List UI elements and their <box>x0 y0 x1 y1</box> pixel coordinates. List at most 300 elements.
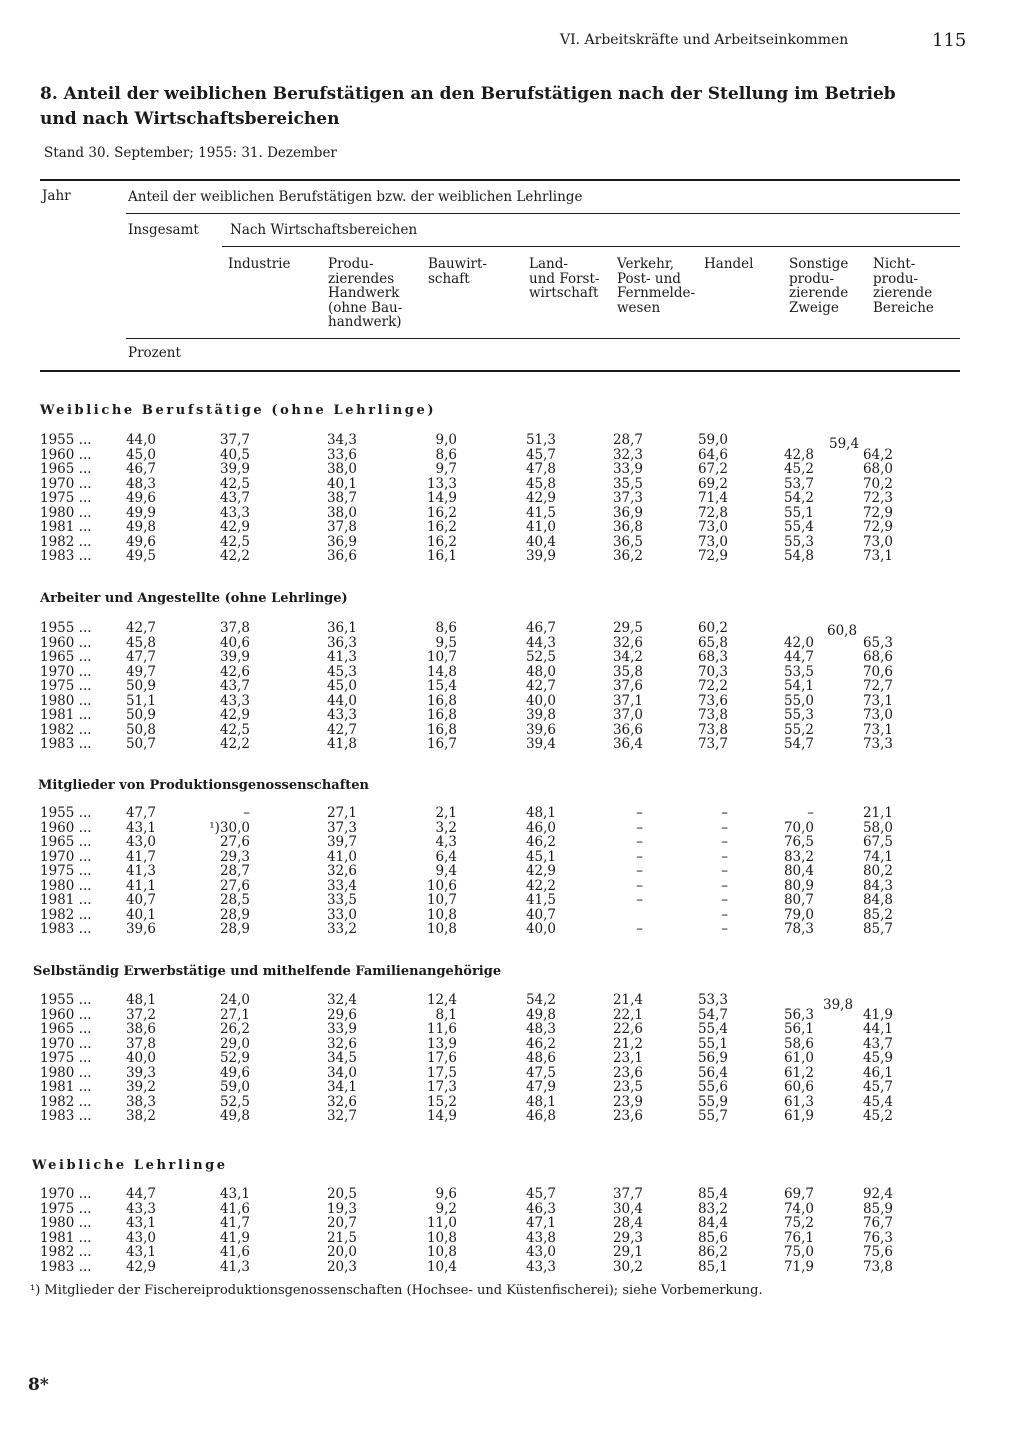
cell-industrie: – <box>243 805 250 821</box>
cell-industrie: 41,6 <box>219 1200 250 1217</box>
cell-handwerk: 34,0 <box>326 1064 357 1081</box>
cell-bauwirtschaft: 10,7 <box>426 649 457 665</box>
cell-land-forst: 46,7 <box>525 620 556 636</box>
cell-sonstige: – <box>807 805 814 821</box>
cell-verkehr: 32,6 <box>612 634 643 651</box>
cell-handwerk: 21,5 <box>326 1229 357 1246</box>
cell-insgesamt: 43,3 <box>125 1200 156 1217</box>
cell-verkehr: – <box>636 805 643 821</box>
cell-year: 1975 ... <box>40 490 92 506</box>
cell-land-forst: 47,1 <box>525 1215 556 1231</box>
cell-year: 1983 ... <box>40 1258 92 1275</box>
cell-year: 1983 ... <box>40 548 92 564</box>
cell-year: 1982 ... <box>40 721 92 738</box>
table-row <box>0 922 1024 937</box>
col-head-handel: Handel <box>704 256 754 272</box>
cell-sonstige: 56,3 <box>783 1006 814 1023</box>
cell-sonstige: 54,1 <box>783 678 814 694</box>
cell-industrie: 40,6 <box>219 634 250 651</box>
cell-bauwirtschaft: 2,1 <box>435 805 457 821</box>
cell-bauwirtschaft: 9,2 <box>435 1200 457 1217</box>
header-bottom-rule <box>40 370 960 372</box>
cell-industrie: 28,9 <box>219 906 250 923</box>
cell-verkehr: 23,6 <box>612 1108 643 1124</box>
cell-insgesamt: 40,7 <box>125 892 156 908</box>
cell-verkehr: 30,2 <box>612 1258 643 1275</box>
table-row <box>0 806 1024 821</box>
cell-land-forst: 42,2 <box>525 877 556 894</box>
cell-insgesamt: 50,9 <box>125 678 156 694</box>
cell-insgesamt: 43,0 <box>125 1229 156 1246</box>
cell-land-forst: 48,1 <box>525 1093 556 1110</box>
cell-sonstige: 70,0 <box>783 819 814 836</box>
table-title-line-2: und nach Wirtschaftsbereichen <box>40 109 340 129</box>
cell-bauwirtschaft: 17,5 <box>426 1064 457 1081</box>
cell-year: 1955 ... <box>40 432 92 448</box>
cell-year: 1981 ... <box>40 892 92 908</box>
cell-nicht-produzierend: 73,3 <box>862 736 893 752</box>
cell-insgesamt: 43,0 <box>125 834 156 850</box>
cell-handel: – <box>721 863 728 879</box>
cell-handel: 85,4 <box>697 1186 728 1202</box>
cell-handwerk: 45,0 <box>326 678 357 694</box>
col-head-unit: Prozent <box>128 345 181 361</box>
cell-industrie: 29,3 <box>219 848 250 865</box>
cell-insgesamt: 37,8 <box>125 1035 156 1052</box>
cell-sonstige: 78,3 <box>783 921 814 937</box>
cell-sonstige: 55,1 <box>783 504 814 521</box>
cell-insgesamt: 46,7 <box>125 461 156 477</box>
cell-insgesamt: 49,6 <box>125 490 156 506</box>
cell-handel: 83,2 <box>697 1200 728 1217</box>
cell-year: 1981 ... <box>40 519 92 535</box>
col-head-nach: Nach Wirtschaftsbereichen <box>230 222 418 238</box>
cell-verkehr: 33,9 <box>612 461 643 477</box>
header-rule-sectors <box>222 246 960 247</box>
cell-insgesamt: 43,1 <box>125 1244 156 1260</box>
cell-year: 1960 ... <box>40 446 92 463</box>
cell-industrie: 42,5 <box>219 475 250 492</box>
cell-handel: – <box>721 819 728 836</box>
table-subtitle: Stand 30. September; 1955: 31. Dezember <box>44 145 337 161</box>
cell-land-forst: 47,8 <box>525 461 556 477</box>
table-row <box>0 1080 1024 1095</box>
cell-nicht-produzierend: 85,7 <box>862 921 893 937</box>
cell-nicht-produzierend: 70,6 <box>862 663 893 680</box>
cell-handel: 71,4 <box>697 490 728 506</box>
cell-nicht-produzierend: 73,8 <box>862 1258 893 1275</box>
running-header: VI. Arbeitskräfte und Arbeitseinkommen <box>560 32 849 48</box>
table-row <box>0 1022 1024 1037</box>
cell-industrie: 28,7 <box>219 863 250 879</box>
cell-sonstige: 69,7 <box>783 1186 814 1202</box>
cell-industrie: 43,3 <box>219 504 250 521</box>
cell-handwerk: 34,1 <box>326 1079 357 1095</box>
table-row <box>0 549 1024 564</box>
cell-handel: 72,9 <box>697 548 728 564</box>
cell-handel: – <box>721 805 728 821</box>
cell-handel: 70,3 <box>697 663 728 680</box>
cell-handwerk: 39,7 <box>326 834 357 850</box>
cell-industrie: 43,3 <box>219 692 250 709</box>
cell-sonstige: 61,3 <box>783 1093 814 1110</box>
cell-sonstige: 80,7 <box>783 892 814 908</box>
cell-land-forst: 46,2 <box>525 834 556 850</box>
table-row <box>0 433 1024 448</box>
cell-land-forst: 39,9 <box>525 548 556 564</box>
cell-industrie: 39,9 <box>219 461 250 477</box>
cell-insgesamt: 40,1 <box>125 906 156 923</box>
cell-verkehr: – <box>636 892 643 908</box>
cell-sonstige: 44,7 <box>783 649 814 665</box>
cell-handel: 73,6 <box>697 692 728 709</box>
cell-insgesamt: 50,9 <box>125 707 156 723</box>
cell-year: 1975 ... <box>40 863 92 879</box>
cell-handwerk: 33,6 <box>326 446 357 463</box>
cell-sonstige: 79,0 <box>783 906 814 923</box>
cell-bauwirtschaft: 17,6 <box>426 1050 457 1066</box>
cell-land-forst: 52,5 <box>525 649 556 665</box>
cell-nicht-produzierend: 84,3 <box>862 877 893 894</box>
cell-year: 1955 ... <box>40 992 92 1008</box>
cell-year: 1965 ... <box>40 649 92 665</box>
cell-bauwirtschaft: 13,9 <box>426 1035 457 1052</box>
cell-insgesamt: 47,7 <box>125 805 156 821</box>
cell-handel: 85,6 <box>697 1229 728 1246</box>
cell-land-forst: 39,8 <box>525 707 556 723</box>
cell-handel: 67,2 <box>697 461 728 477</box>
cell-land-forst: 48,3 <box>525 1021 556 1037</box>
cell-verkehr: 36,6 <box>612 721 643 738</box>
table-title <box>40 82 896 132</box>
cell-sonstige: 42,0 <box>783 634 814 651</box>
cell-handwerk: 41,8 <box>326 736 357 752</box>
cell-sonstige: 55,2 <box>783 721 814 738</box>
cell-bauwirtschaft: 3,2 <box>435 819 457 836</box>
cell-nicht-produzierend: 72,9 <box>862 519 893 535</box>
col-head-land: Land- und Forst- wirtschaft <box>529 256 600 301</box>
cell-land-forst: 46,8 <box>525 1108 556 1124</box>
cell-nicht-produzierend: 85,9 <box>862 1200 893 1217</box>
cell-handel: 85,1 <box>697 1258 728 1275</box>
cell-sonstige: 55,0 <box>783 692 814 709</box>
cell-verkehr: 37,7 <box>612 1186 643 1202</box>
cell-bauwirtschaft: 16,2 <box>426 519 457 535</box>
cell-sonstige: 80,9 <box>783 877 814 894</box>
cell-nicht-produzierend: 72,7 <box>862 678 893 694</box>
cell-handwerk: 20,0 <box>326 1244 357 1260</box>
cell-land-forst: 41,5 <box>525 892 556 908</box>
cell-sonstige: 61,9 <box>783 1108 814 1124</box>
cell-bauwirtschaft: 13,3 <box>426 475 457 492</box>
cell-insgesamt: 51,1 <box>125 692 156 709</box>
cell-verkehr: 37,3 <box>612 490 643 506</box>
cell-year: 1981 ... <box>40 1079 92 1095</box>
cell-handel: – <box>721 848 728 865</box>
cell-industrie: 52,9 <box>219 1050 250 1066</box>
cell-verkehr: 21,4 <box>612 992 643 1008</box>
cell-verkehr: 29,1 <box>612 1244 643 1260</box>
cell-nicht-produzierend: 70,2 <box>862 475 893 492</box>
cell-handwerk: 38,0 <box>326 504 357 521</box>
cell-industrie: 43,7 <box>219 490 250 506</box>
cell-handel: – <box>721 877 728 894</box>
table-row <box>0 1187 1024 1202</box>
cell-verkehr: 36,9 <box>612 504 643 521</box>
cell-nicht-produzierend: 73,1 <box>862 721 893 738</box>
cell-insgesamt: 38,2 <box>125 1108 156 1124</box>
cell-verkehr: 29,5 <box>612 620 643 636</box>
cell-insgesamt: 49,6 <box>125 533 156 550</box>
cell-handel: 65,8 <box>697 634 728 651</box>
cell-insgesamt: 49,9 <box>125 504 156 521</box>
cell-year: 1982 ... <box>40 906 92 923</box>
cell-insgesamt: 41,1 <box>125 877 156 894</box>
cell-verkehr: – <box>636 834 643 850</box>
cell-handel: 84,4 <box>697 1215 728 1231</box>
cell-handel: 73,0 <box>697 519 728 535</box>
cell-land-forst: 39,6 <box>525 721 556 738</box>
cell-handel: 73,0 <box>697 533 728 550</box>
table-row <box>0 1245 1024 1260</box>
cell-nicht-produzierend: 68,0 <box>862 461 893 477</box>
cell-insgesamt: 45,8 <box>125 634 156 651</box>
cell-handwerk: 20,3 <box>326 1258 357 1275</box>
cell-land-forst: 46,2 <box>525 1035 556 1052</box>
cell-handel: 64,6 <box>697 446 728 463</box>
cell-handwerk: 36,1 <box>326 620 357 636</box>
cell-bauwirtschaft: 9,7 <box>435 461 457 477</box>
cell-handwerk: 32,4 <box>326 992 357 1008</box>
cell-insgesamt: 42,7 <box>125 620 156 636</box>
cell-year: 1983 ... <box>40 736 92 752</box>
merged-value-1: 59,4 <box>829 436 860 452</box>
cell-sonstige: 53,7 <box>783 475 814 492</box>
cell-insgesamt: 42,9 <box>125 1258 156 1275</box>
cell-bauwirtschaft: 10,8 <box>426 1229 457 1246</box>
cell-verkehr: 23,1 <box>612 1050 643 1066</box>
cell-handwerk: 45,3 <box>326 663 357 680</box>
cell-industrie: 43,7 <box>219 678 250 694</box>
cell-verkehr: 22,1 <box>612 1006 643 1023</box>
merged-value-2: 60,8 <box>827 623 858 639</box>
cell-sonstige: 53,5 <box>783 663 814 680</box>
cell-nicht-produzierend: 76,3 <box>862 1229 893 1246</box>
cell-industrie: 24,0 <box>219 992 250 1008</box>
table-row <box>0 993 1024 1008</box>
cell-handwerk: 19,3 <box>326 1200 357 1217</box>
cell-handwerk: 32,6 <box>326 1093 357 1110</box>
cell-nicht-produzierend: 72,9 <box>862 504 893 521</box>
cell-handwerk: 42,7 <box>326 721 357 738</box>
cell-land-forst: 45,8 <box>525 475 556 492</box>
cell-bauwirtschaft: 9,0 <box>435 432 457 448</box>
cell-verkehr: 37,6 <box>612 678 643 694</box>
cell-year: 1982 ... <box>40 533 92 550</box>
cell-land-forst: 43,8 <box>525 1229 556 1246</box>
table-row <box>0 462 1024 477</box>
cell-verkehr: 23,6 <box>612 1064 643 1081</box>
cell-industrie: 41,7 <box>219 1215 250 1231</box>
cell-land-forst: 49,8 <box>525 1006 556 1023</box>
cell-verkehr: 37,0 <box>612 707 643 723</box>
cell-insgesamt: 37,2 <box>125 1006 156 1023</box>
section-title-2: Arbeiter und Angestellte (ohne Lehrlinge) <box>40 591 348 606</box>
cell-bauwirtschaft: 10,8 <box>426 906 457 923</box>
cell-land-forst: 42,9 <box>525 863 556 879</box>
cell-land-forst: 44,3 <box>525 634 556 651</box>
cell-insgesamt: 39,6 <box>125 921 156 937</box>
col-head-sonstige: Sonstige produ- zierende Zweige <box>789 256 849 316</box>
cell-insgesamt: 49,7 <box>125 663 156 680</box>
cell-year: 1965 ... <box>40 834 92 850</box>
table-row <box>0 520 1024 535</box>
cell-handel: – <box>721 892 728 908</box>
cell-handwerk: 40,1 <box>326 475 357 492</box>
cell-industrie: 49,8 <box>219 1108 250 1124</box>
cell-bauwirtschaft: 9,5 <box>435 634 457 651</box>
cell-handwerk: 36,3 <box>326 634 357 651</box>
cell-year: 1960 ... <box>40 819 92 836</box>
cell-bauwirtschaft: 14,8 <box>426 663 457 680</box>
cell-industrie: 28,9 <box>219 921 250 937</box>
cell-verkehr: 21,2 <box>612 1035 643 1052</box>
cell-handwerk: 41,0 <box>326 848 357 865</box>
cell-verkehr: 36,5 <box>612 533 643 550</box>
cell-verkehr: – <box>636 819 643 836</box>
cell-land-forst: 54,2 <box>525 992 556 1008</box>
cell-handel: 56,9 <box>697 1050 728 1066</box>
cell-bauwirtschaft: 14,9 <box>426 1108 457 1124</box>
cell-sonstige: 56,1 <box>783 1021 814 1037</box>
cell-verkehr: 28,4 <box>612 1215 643 1231</box>
cell-year: 1960 ... <box>40 1006 92 1023</box>
table-row <box>0 679 1024 694</box>
cell-handwerk: 33,0 <box>326 906 357 923</box>
cell-insgesamt: 39,3 <box>125 1064 156 1081</box>
cell-verkehr: 22,6 <box>612 1021 643 1037</box>
cell-verkehr: 23,9 <box>612 1093 643 1110</box>
cell-industrie: 28,5 <box>219 892 250 908</box>
cell-handwerk: 34,3 <box>326 432 357 448</box>
cell-bauwirtschaft: 9,4 <box>435 863 457 879</box>
cell-handwerk: 32,6 <box>326 863 357 879</box>
table-row <box>0 1260 1024 1275</box>
cell-handwerk: 33,4 <box>326 877 357 894</box>
cell-sonstige: 76,5 <box>783 834 814 850</box>
section-title-4: Selbständig Erwerbstätige und mithelfende Familienangehörige <box>33 964 502 979</box>
cell-nicht-produzierend: 73,1 <box>862 692 893 709</box>
cell-nicht-produzierend: 85,2 <box>862 906 893 923</box>
cell-insgesamt: 45,0 <box>125 446 156 463</box>
cell-year: 1975 ... <box>40 1200 92 1217</box>
cell-industrie: 29,0 <box>219 1035 250 1052</box>
cell-handel: 72,2 <box>697 678 728 694</box>
cell-sonstige: 76,1 <box>783 1229 814 1246</box>
cell-bauwirtschaft: 16,1 <box>426 548 457 564</box>
cell-land-forst: 42,7 <box>525 678 556 694</box>
cell-industrie: 42,2 <box>219 736 250 752</box>
table-row <box>0 621 1024 636</box>
cell-verkehr: 32,3 <box>612 446 643 463</box>
cell-nicht-produzierend: 44,1 <box>862 1021 893 1037</box>
cell-insgesamt: 44,7 <box>125 1186 156 1202</box>
cell-verkehr: – <box>636 848 643 865</box>
cell-nicht-produzierend: 74,1 <box>862 848 893 865</box>
cell-land-forst: 40,7 <box>525 906 556 923</box>
cell-year: 1975 ... <box>40 678 92 694</box>
cell-insgesamt: 41,7 <box>125 848 156 865</box>
cell-handwerk: 38,7 <box>326 490 357 506</box>
cell-handel: 55,6 <box>697 1079 728 1095</box>
table-row <box>0 737 1024 752</box>
cell-land-forst: 40,0 <box>525 692 556 709</box>
cell-industrie: 49,6 <box>219 1064 250 1081</box>
cell-bauwirtschaft: 4,3 <box>435 834 457 850</box>
col-head-handwerk: Produ- zierendes Handwerk (ohne Bau- handwerk) <box>328 256 403 330</box>
sheet-mark: 8* <box>28 1375 49 1395</box>
cell-year: 1980 ... <box>40 1215 92 1231</box>
cell-verkehr: 36,4 <box>612 736 643 752</box>
cell-industrie: 41,6 <box>219 1244 250 1260</box>
cell-handel: 55,1 <box>697 1035 728 1052</box>
cell-land-forst: 39,4 <box>525 736 556 752</box>
cell-bauwirtschaft: 10,8 <box>426 921 457 937</box>
cell-nicht-produzierend: 46,1 <box>862 1064 893 1081</box>
cell-year: 1980 ... <box>40 504 92 521</box>
cell-verkehr: 35,5 <box>612 475 643 492</box>
cell-verkehr: 29,3 <box>612 1229 643 1246</box>
cell-year: 1965 ... <box>40 461 92 477</box>
cell-land-forst: 45,7 <box>525 446 556 463</box>
cell-industrie: 42,6 <box>219 663 250 680</box>
cell-year: 1981 ... <box>40 1229 92 1246</box>
cell-handel: 56,4 <box>697 1064 728 1081</box>
table-row <box>0 1216 1024 1231</box>
cell-verkehr: – <box>636 921 643 937</box>
cell-nicht-produzierend: 76,7 <box>862 1215 893 1231</box>
section-title-1: Weibliche Berufstätige (ohne Lehrlinge) <box>40 403 437 418</box>
cell-bauwirtschaft: 8,6 <box>435 446 457 463</box>
cell-sonstige: 55,3 <box>783 707 814 723</box>
cell-insgesamt: 50,7 <box>125 736 156 752</box>
cell-bauwirtschaft: 8,1 <box>435 1006 457 1023</box>
cell-nicht-produzierend: 58,0 <box>862 819 893 836</box>
cell-sonstige: 55,3 <box>783 533 814 550</box>
cell-industrie: 59,0 <box>219 1079 250 1095</box>
cell-insgesamt: 48,1 <box>125 992 156 1008</box>
cell-bauwirtschaft: 15,4 <box>426 678 457 694</box>
table-row <box>0 835 1024 850</box>
cell-insgesamt: 43,1 <box>125 819 156 836</box>
cell-handwerk: 32,7 <box>326 1108 357 1124</box>
cell-bauwirtschaft: 16,2 <box>426 504 457 521</box>
cell-industrie: 37,8 <box>219 620 250 636</box>
cell-bauwirtschaft: 10,8 <box>426 1244 457 1260</box>
cell-handwerk: 29,6 <box>326 1006 357 1023</box>
cell-handwerk: 41,3 <box>326 649 357 665</box>
header-rule-unit <box>126 338 960 339</box>
table-title-line-1: 8. Anteil der weiblichen Berufstätigen an den Berufstätigen nach der Stellung im Betrieb <box>40 84 896 104</box>
cell-sonstige: 60,6 <box>783 1079 814 1095</box>
cell-handel: – <box>721 921 728 937</box>
cell-handel: 73,7 <box>697 736 728 752</box>
cell-insgesamt: 40,0 <box>125 1050 156 1066</box>
cell-insgesamt: 38,3 <box>125 1093 156 1110</box>
cell-insgesamt: 39,2 <box>125 1079 156 1095</box>
cell-industrie: 41,3 <box>219 1258 250 1275</box>
cell-handwerk: 33,2 <box>326 921 357 937</box>
